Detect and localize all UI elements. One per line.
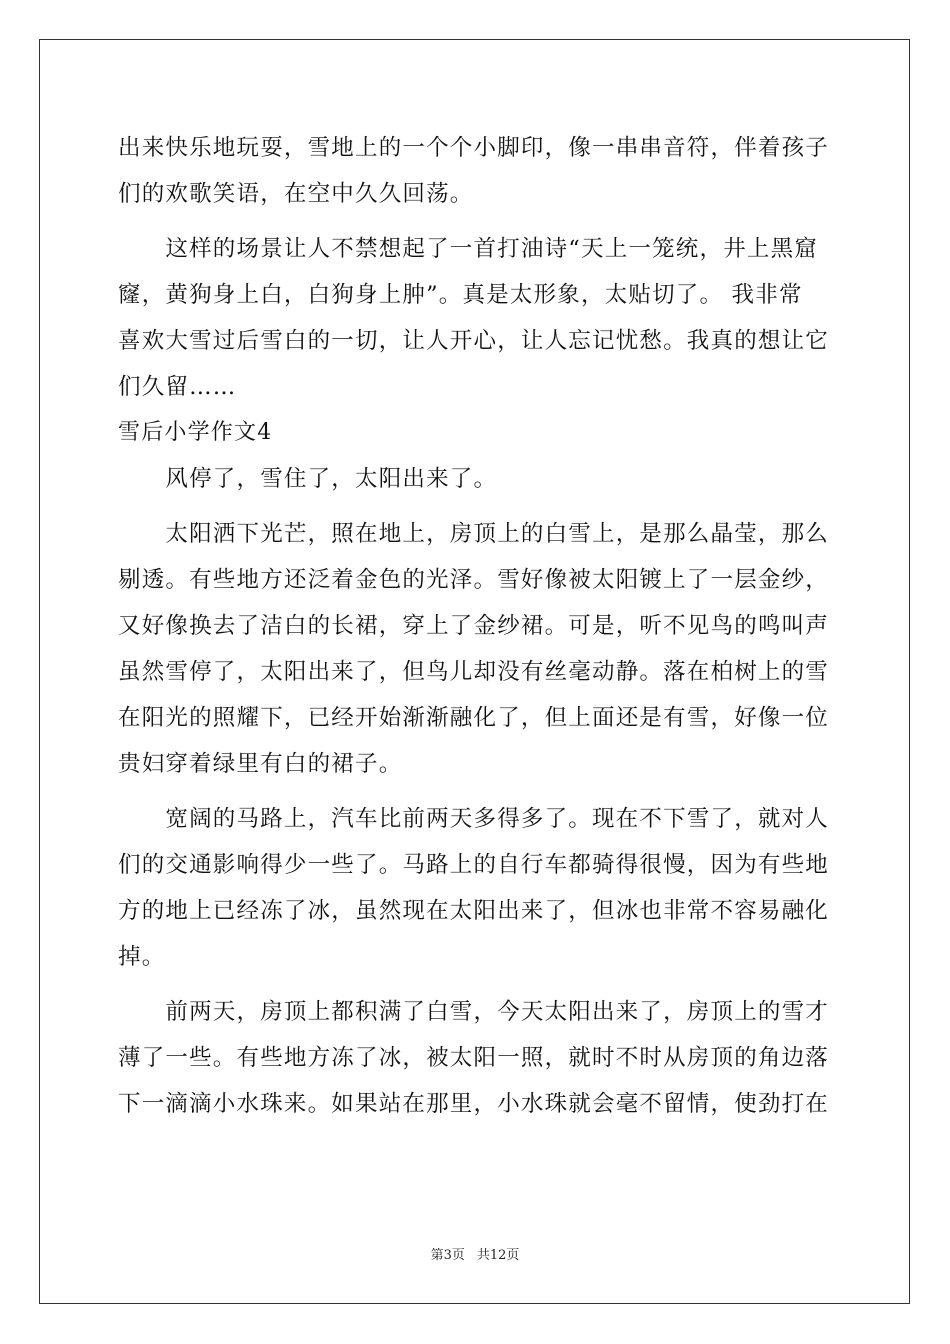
page-total: 共12页	[476, 1248, 520, 1263]
text-line: 们的欢歌笑语，在空中久久回荡。	[118, 181, 474, 207]
page-footer	[0, 1244, 950, 1263]
page-number: 第3页	[430, 1248, 465, 1263]
text-line: 薄了一些。有些地方冻了冰，被太阳一照，就时不时从房顶的角边落	[118, 1045, 830, 1071]
text-line: 们久留……	[118, 374, 237, 400]
text-line: 太阳洒下光芒，照在地上，房顶上的白雪上，是那么晶莹，那么	[118, 521, 830, 547]
document-body	[118, 125, 832, 1127]
text-line: 窿，黄狗身上白，白狗身上肿”。真是太形象，太贴切了。 我非常	[118, 282, 803, 308]
text-line: 剔透。有些地方还泛着金色的光泽。雪好像被太阳镀上了一层金纱，	[118, 567, 830, 593]
text-line: 喜欢大雪过后雪白的一切，让人开心，让人忘记忧愁。我真的想让它	[118, 328, 830, 354]
section-heading: 雪后小学作文4	[118, 420, 273, 445]
text-line: 方的地上已经冻了冰，虽然现在太阳出来了，但冰也非常不容易融化	[118, 898, 830, 924]
text-line: 贵妇穿着绿里有白的裙子。	[118, 751, 403, 777]
text-line: 下一滴滴小水珠来。如果站在那里，小水珠就会毫不留情，使劲打在	[118, 1091, 830, 1117]
text-line: 在阳光的照耀下，已经开始渐渐融化了，但上面还是有雪，好像一位	[118, 705, 830, 731]
text-line: 出来快乐地玩耍，雪地上的一个个小脚印，像一串串音符，伴着孩子	[118, 135, 830, 161]
text-line: 宽阔的马路上，汽车比前两天多得多了。现在不下雪了，就对人	[118, 806, 830, 832]
text-line: 们的交通影响得少一些了。马路上的自行车都骑得很慢，因为有些地	[118, 852, 830, 878]
text-line: 风停了，雪住了，太阳出来了。	[118, 466, 498, 492]
text-line: 掉。	[118, 944, 166, 970]
text-line: 前两天，房顶上都积满了白雪，今天太阳出来了，房顶上的雪才	[118, 999, 830, 1025]
text-line: 又好像换去了洁白的长裙，穿上了金纱裙。可是，听不见鸟的鸣叫声	[118, 613, 830, 639]
text-line: 这样的场景让人不禁想起了一首打油诗“天上一笼统，井上黑窟	[118, 236, 819, 262]
text-line: 虽然雪停了，太阳出来了，但鸟儿却没有丝毫动静。落在柏树上的雪	[118, 659, 830, 685]
